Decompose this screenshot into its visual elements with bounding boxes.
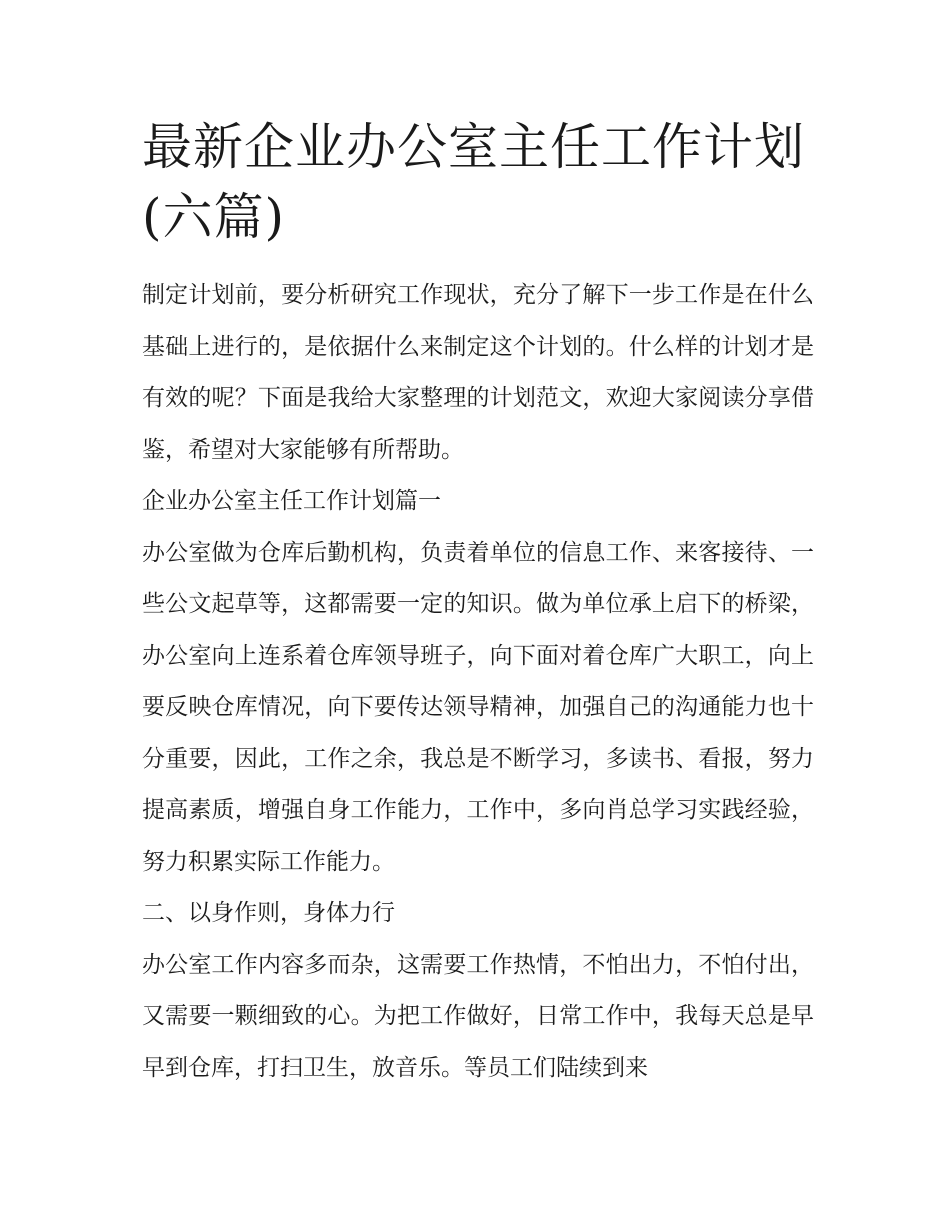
document-page xyxy=(142,112,814,1094)
document-title: 最新企业办公室主任工作计划(六篇) xyxy=(142,118,805,246)
section-heading: 企业办公室主任工作计划篇一 xyxy=(142,488,441,514)
intro-paragraph: 制定计划前，要分析研究工作现状，充分了解下一步工作是在什么基础上进行的，是依据什么来制定这个计划的。什么样的计划才是有效的呢？下面是我给大家整理的计划范文，欢迎大家阅读分享借鉴，希望对大家能够有所帮助。 xyxy=(142,282,814,463)
document-body xyxy=(142,270,814,1094)
body-paragraph: 办公室工作内容多而杂，这需要工作热情，不怕出力，不怕付出，又需要一颗细致的心。为把工作做好，日常工作中，我每天总是早早到仓库，打扫卫生，放音乐。等员工们陆续到来 xyxy=(142,951,814,1081)
body-paragraph: 办公室做为仓库后勤机构，负责着单位的信息工作、来客接待、一些公文起草等，这都需要一定的知识。做为单位承上启下的桥梁，办公室向上连系着仓库领导班子，向下面对着仓库广大职工，向上要反映仓库情况，向下要传达领导精神，加强自己的沟通能力也十分重要，因此，工作之余，我总是不断学习，多读书、看报，努力提高素质，增强自身工作能力，工作中，多向肖总学习实践经验，努力积累实际工作能力。 xyxy=(142,539,814,875)
section-heading: 二、以身作则，身体力行 xyxy=(142,900,395,926)
